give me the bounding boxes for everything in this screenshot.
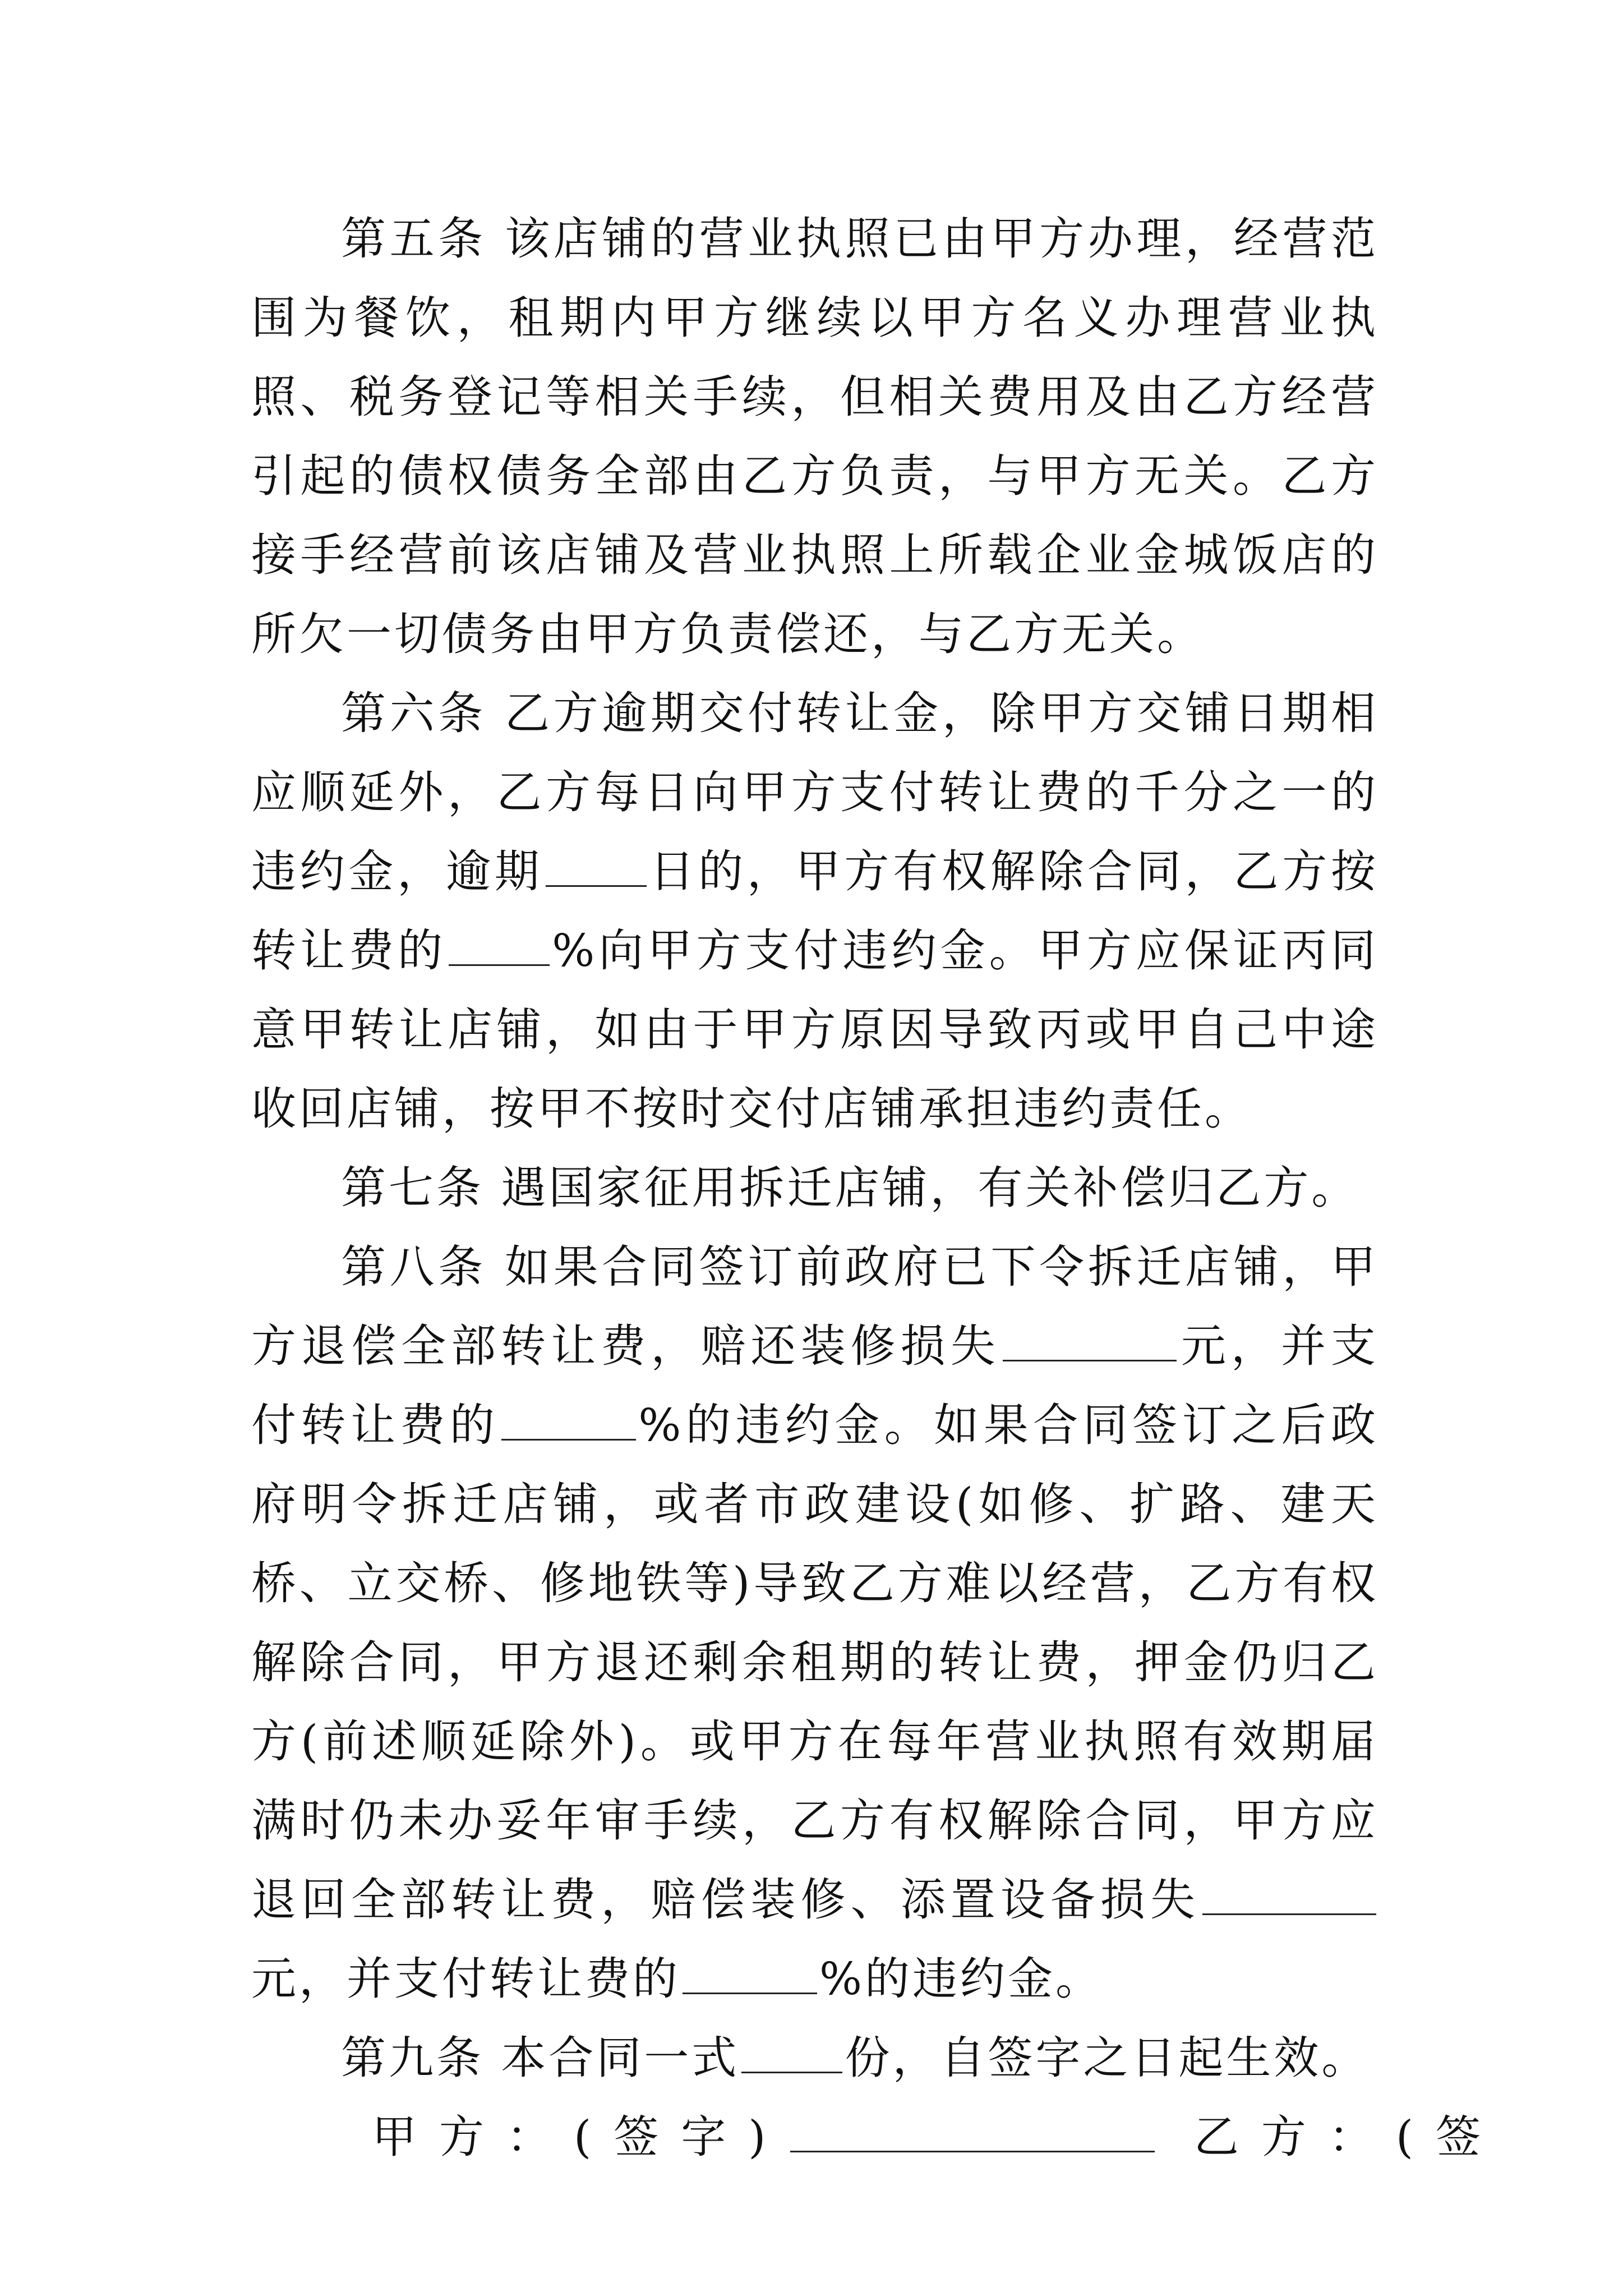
overdue-days-blank[interactable] xyxy=(546,846,647,887)
article-8 xyxy=(251,1227,1378,2018)
article-6-text-1: 第六条 乙方逾期交付转让金，除甲方交铺日期相应顺延外，乙方每日向甲方支付转让费的千分之一的违约金，逾期 xyxy=(251,687,1378,898)
article-8-text-1: 第八条 如果合同签订前政府已下令拆迁店铺，甲方退偿全部转让费，赔还装修损失 xyxy=(251,1241,1378,1372)
article-6 xyxy=(251,674,1378,1148)
article-8-text-5: %的违约金。 xyxy=(819,1953,1104,2005)
article-9-text-2: 份，自签字之日起生效。 xyxy=(845,2032,1370,2084)
signature-line xyxy=(251,2097,1504,2177)
article-8-text-3: %的违约金。如果合同签订之后政府明令拆迁店铺，或者市政建设(如修、扩路、建天桥、立交桥、修地铁等)导致乙方难以经营，乙方有权解除合同，甲方退还剩余租期的转让费，押金仍归乙方(前述顺延除外)。或甲方在每年营业执照有效期届满时仍未办妥年审手续，乙方有权解除合同，甲方应退回全部转让费，赔偿装修、添置设备损失 xyxy=(251,1399,1379,1926)
article-6-text-3: %向甲方支付违约金。甲方应保证丙同意甲转让店铺，如由于甲方原因导致丙或甲自己中途收回店铺，按甲不按时交付店铺承担违约责任。 xyxy=(251,924,1379,1135)
article-8-text-4: 元，并支付转让费的 xyxy=(251,1953,680,2005)
penalty-percent-blank-2[interactable] xyxy=(501,1400,636,1441)
article-5 xyxy=(251,199,1378,674)
article-9 xyxy=(251,2018,1378,2097)
article-7 xyxy=(251,1148,1378,1227)
party-a-signature-blank[interactable] xyxy=(790,2111,1155,2152)
article-5-text: 第五条 该店铺的营业执照已由甲方办理，经营范围为餐饮，租期内甲方继续以甲方名义办理营业执照、税务登记等相关手续，但相关费用及由乙方经营引起的债权债务全部由乙方负责，与甲方无关。乙方接手经营前该店铺及营业执照上所载企业金城饭店的所欠一切债务由甲方负责偿还，与乙方无关。 xyxy=(251,213,1378,660)
contract-body xyxy=(251,199,1504,2177)
party-b-signature-label: 乙方：(签 xyxy=(1193,2111,1504,2163)
penalty-percent-blank[interactable] xyxy=(449,925,550,966)
article-9-text-1: 第九条 本合同一式 xyxy=(341,2032,740,2084)
copies-count-blank[interactable] xyxy=(741,2032,842,2073)
penalty-percent-blank-3[interactable] xyxy=(683,1953,817,1994)
equipment-loss-blank[interactable] xyxy=(1202,1874,1376,1915)
article-8-text-2: 元，并支付转让费的 xyxy=(251,1320,1379,1451)
party-a-signature-label: 甲方：(签字) xyxy=(372,2111,789,2163)
renovation-loss-blank[interactable] xyxy=(1003,1320,1177,1361)
article-6-text-2: 日的，甲方有权解除合同，乙方按转让费的 xyxy=(251,845,1379,977)
article-7-text: 第七条 遇国家征用拆迁店铺，有关补偿归乙方。 xyxy=(341,1162,1359,1214)
